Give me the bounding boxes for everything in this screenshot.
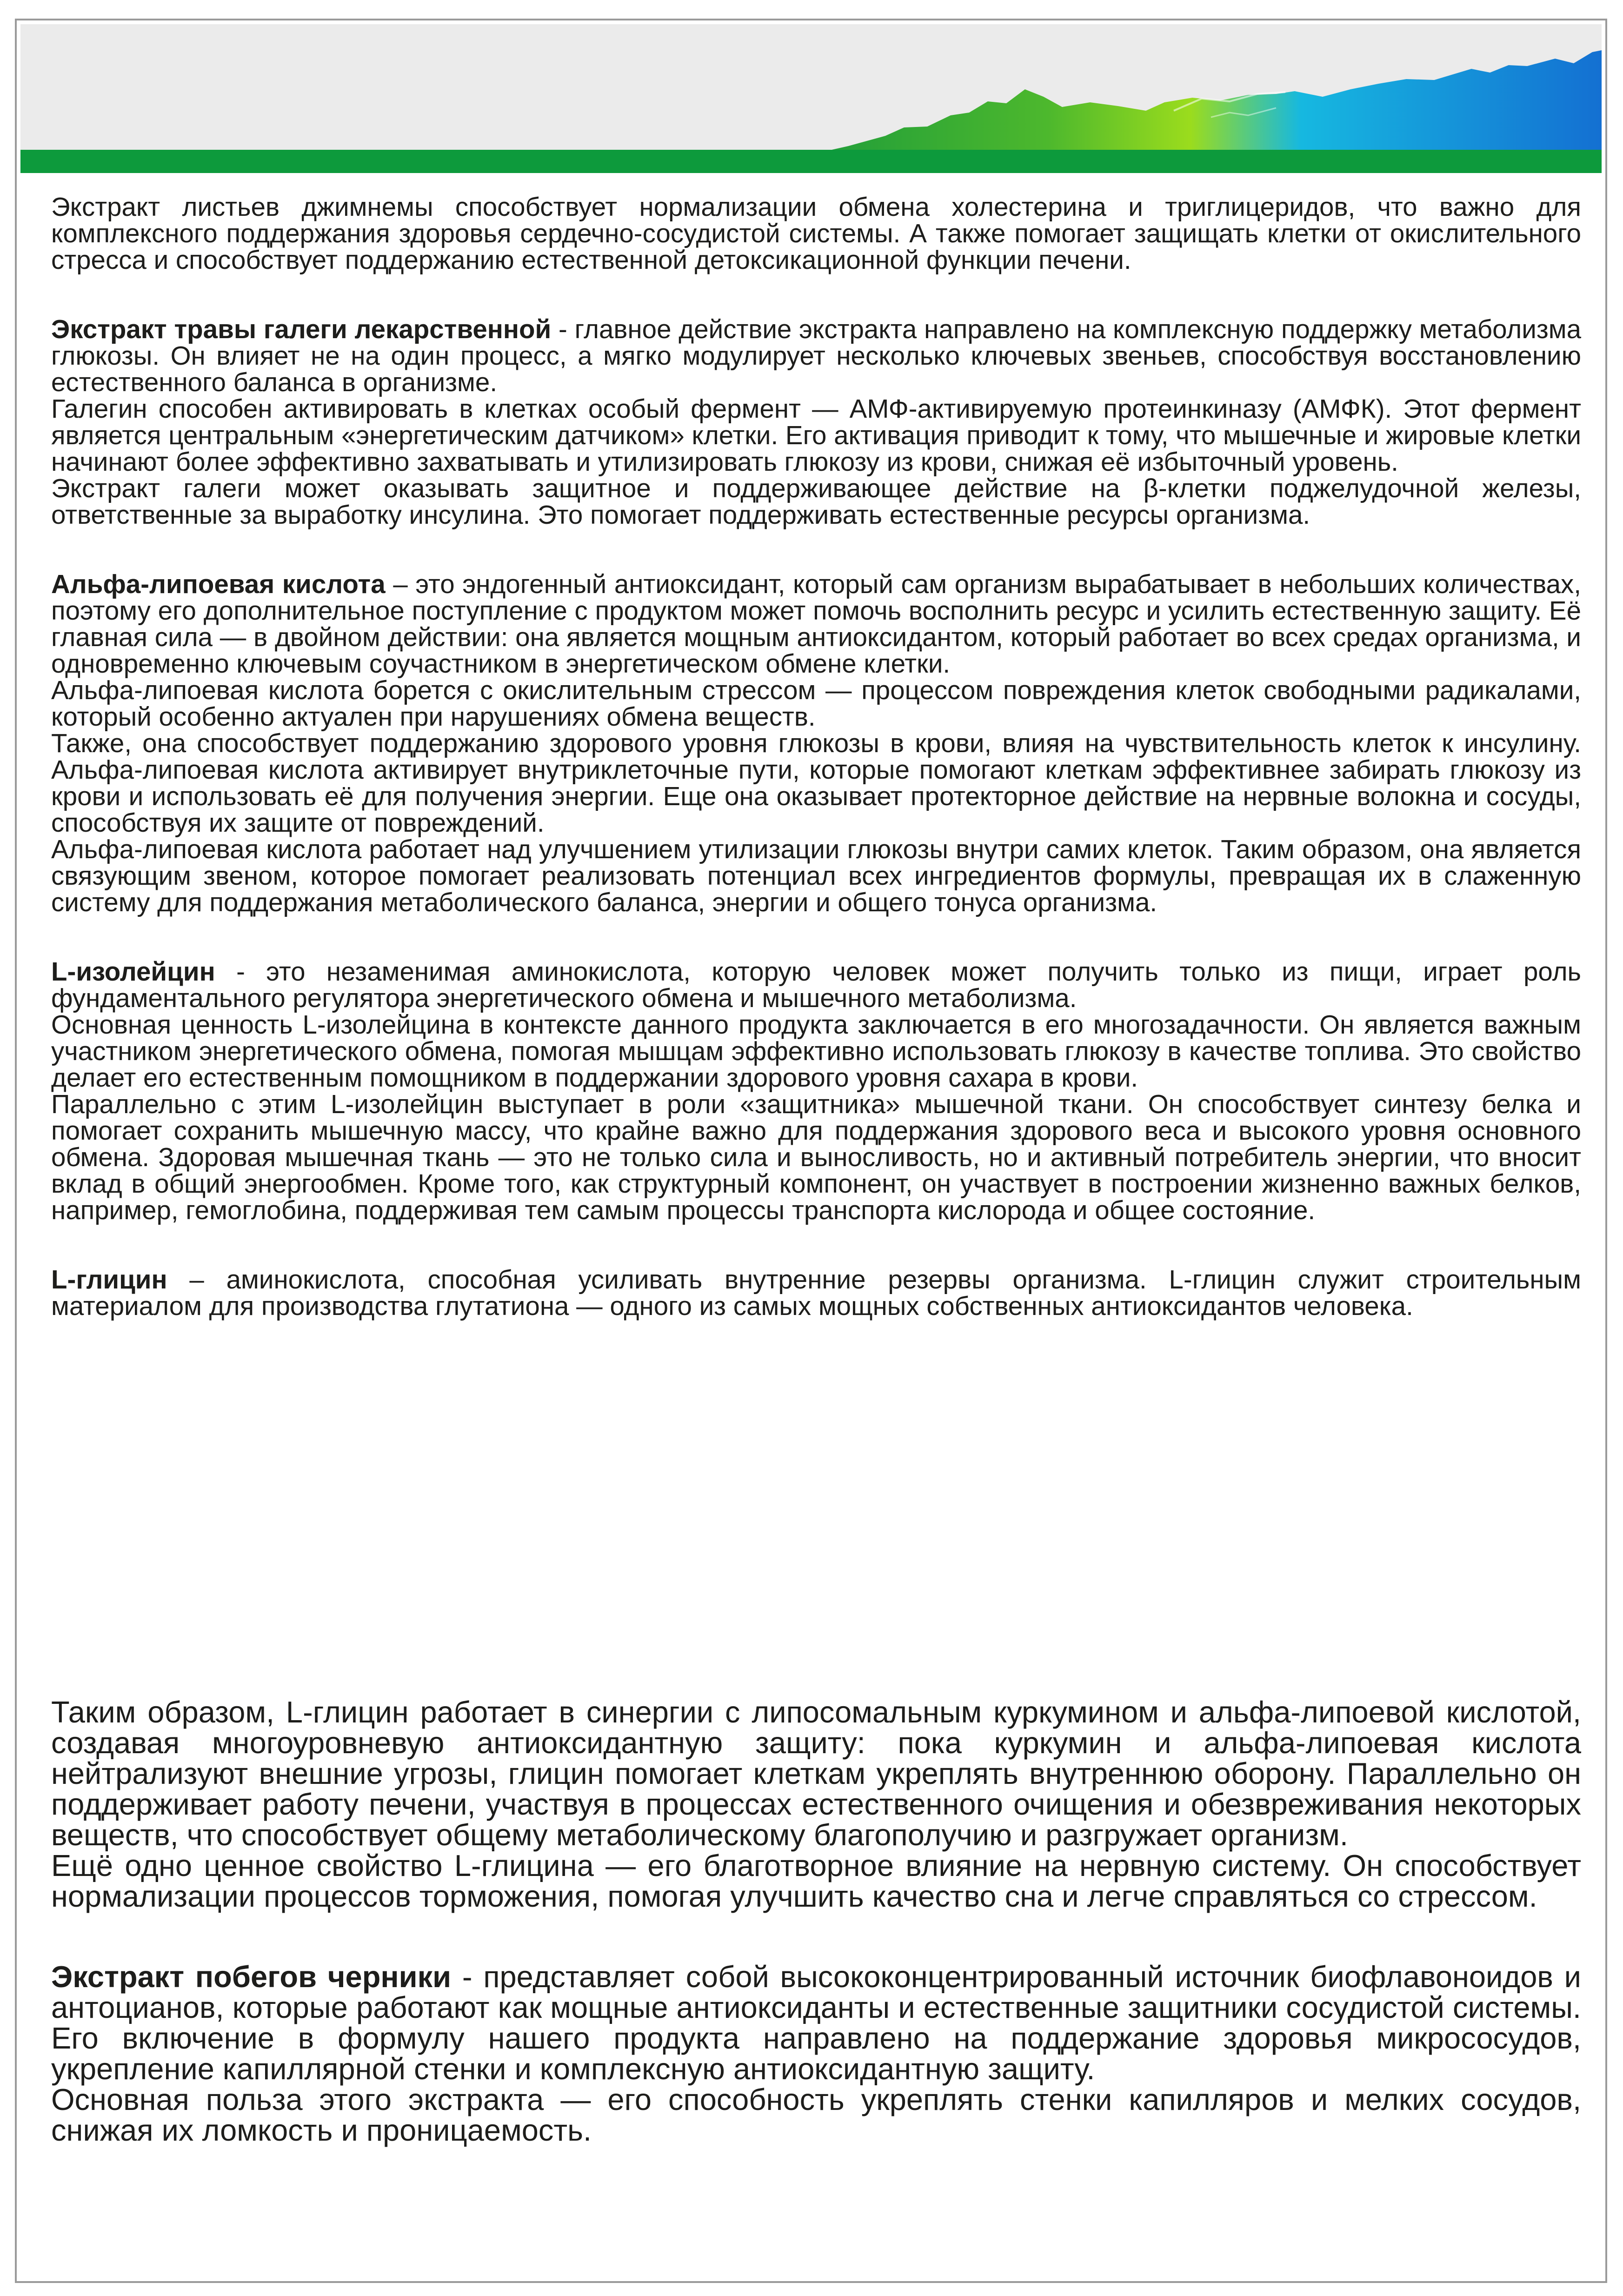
body-text-small bbox=[51, 194, 1581, 1319]
alpha-lipoic-heading-paragraph: Альфа-липоевая кислота – это эндогенный антиоксидант, который сам организм вырабатывает в небольших количествах, поэтому его дополнительное поступление с продуктом может помочь восполнить ресурс и усилить естественную защиту. Её главная сила — в двойном действии: она является мощным антиоксидантом, который работает во всех средах организма, и одновременно ключевым соучастником в энергетическом обмене клетки. bbox=[51, 569, 1581, 678]
alpha-lipoic-paragraph-4: Альфа-липоевая кислота работает над улучшением утилизации глюкозы внутри самих клеток. Таким образом, она является связующим звеном, которое помогает реализовать потенциал всех ингредиентов формулы, превращая их в слаженную систему для поддержания метаболического баланса, энергии и общего тонуса организма. bbox=[51, 834, 1581, 917]
mountain-landscape-graphic bbox=[20, 24, 1602, 173]
isoleucine-paragraph-2: Основная ценность L-изолейцина в контексте данного продукта заключается в его многозадачности. Он является важным участником энергетического обмена, помогая мышцам эффективно использовать глюкозу в качестве топлива. Это свойство делает его естественным помощником в поддержании здорового уровня сахара в крови. bbox=[51, 1010, 1581, 1092]
body-text-large bbox=[51, 1697, 1581, 2146]
header-banner bbox=[20, 24, 1602, 173]
isoleucine-paragraph-3: Параллельно с этим L-изолейцин выступает в роли «защитника» мышечной ткани. Он способствует синтезу белка и помогает сохранить мышечную массу, что крайне важно для поддержания здорового веса и высокого уровня основного обмена. Здоровая мышечная ткань — это не только сила и выносливость, но и активный потребитель энергии, что вносит вклад в общий энергообмен. Кроме того, как структурный компонент, он участвует в построении жизненно важных белков, например, гемоглобина, поддерживая тем самым процессы транспорта кислорода и общее состояние. bbox=[51, 1089, 1581, 1225]
alpha-lipoic-title: Альфа-липоевая кислота bbox=[51, 569, 386, 599]
gymnema-paragraph: Экстракт листьев джимнемы способствует нормализации обмена холестерина и триглицеридов, что важно для комплексного поддержания здоровья сердечно-сосудистой системы. А также помогает защищать клетки от окислительного стресса и способствует поддержанию естественной детоксикационной функции печени. bbox=[51, 192, 1581, 274]
galega-title: Экстракт травы галеги лекарственной bbox=[51, 314, 552, 344]
alpha-lipoic-paragraph-2: Альфа-липоевая кислота борется с окислительным стрессом — процессом повреждения клеток свободными радикалами, который особенно актуален при нарушениях обмена веществ. bbox=[51, 675, 1581, 731]
blueberry-title: Экстракт побегов черники bbox=[51, 1960, 452, 1994]
alpha-lipoic-paragraph-3: Также, она способствует поддержанию здорового уровня глюкозы в крови, влияя на чувствительность клеток к инсулину. Альфа-липоевая кислота активирует внутриклеточные пути, которые помогают клеткам эффективнее забирать глюкозу из крови и использовать её для получения энергии. Еще она оказывает протекторное действие на нервные волокна и сосуды, способствуя их защите от повреждений. bbox=[51, 728, 1581, 837]
glycine-paragraph-2: Таким образом, L-глицин работает в синергии с липосомальным куркумином и альфа-липоевой кислотой, создавая многоуровневую антиоксидантную защиту: пока куркумин и альфа-липоевая кислота нейтрализуют внешние угрозы, глицин помогает клеткам укреплять внутреннюю оборону. Параллельно он поддерживает работу печени, участвуя в процессах естественного очищения и обезвреживания некоторых веществ, что способствует общему метаболическому благополучию и разгружает организм. bbox=[51, 1695, 1581, 1852]
page-frame bbox=[15, 19, 1607, 2283]
isoleucine-heading-paragraph: L-изолейцин - это незаменимая аминокислота, которую человек может получить только из пищи, играет роль фундаментального регулятора энергетического обмена и мышечного метаболизма. bbox=[51, 957, 1581, 1013]
isoleucine-title: L-изолейцин bbox=[51, 957, 215, 986]
glycine-title: L-глицин bbox=[51, 1265, 167, 1294]
galega-paragraph-2: Галегин способен активировать в клетках особый фермент — АМФ-активируемую протеинкиназу (АМФК). Этот фермент является центральным «энергетическим датчиком» клетки. Его активация приводит к тому, что мышечные и жировые клетки начинают более эффективно захватывать и утилизировать глюкозу из крови, снижая её избыточный уровень. bbox=[51, 394, 1581, 476]
blueberry-paragraph-2: Основная польза этого экстракта — его способность укреплять стенки капилляров и мелких сосудов, снижая их ломкость и проницаемость. bbox=[51, 2082, 1581, 2147]
glycine-heading-paragraph: L-глицин – аминокислота, способная усиливать внутренние резервы организма. L-глицин служит строительным материалом для производства глутатиона — одного из самых мощных собственных антиоксидантов человека. bbox=[51, 1265, 1581, 1321]
galega-paragraph-3: Экстракт галеги может оказывать защитное и поддерживающее действие на β-клетки поджелудочной железы, ответственные за выработку инсулина. Это помогает поддерживать естественные ресурсы организма. bbox=[51, 474, 1581, 529]
galega-heading-paragraph: Экстракт травы галеги лекарственной - главное действие экстракта направлено на комплексную поддержку метаболизма глюкозы. Он влияет не на один процесс, а мягко модулирует несколько ключевых звеньев, способствуя восстановлению естественного баланса в организме. bbox=[51, 314, 1582, 397]
glycine-paragraph-3: Ещё одно ценное свойство L-глицина — его благотворное влияние на нервную систему. Он способствует нормализации процессов торможения, помогая улучшить качество сна и легче справляться со стрессом. bbox=[51, 1849, 1581, 1913]
blueberry-heading-paragraph: Экстракт побегов черники - представляет собой высококонцентрированный источник биофлавоноидов и антоцианов, которые работают как мощные антиоксиданты и естественные защитники сосудистой системы. Его включение в формулу нашего продукта направлено на поддержание здоровья микрососудов, укрепление капиллярной стенки и комплексную антиоксидантную защиту. bbox=[51, 1960, 1581, 2086]
